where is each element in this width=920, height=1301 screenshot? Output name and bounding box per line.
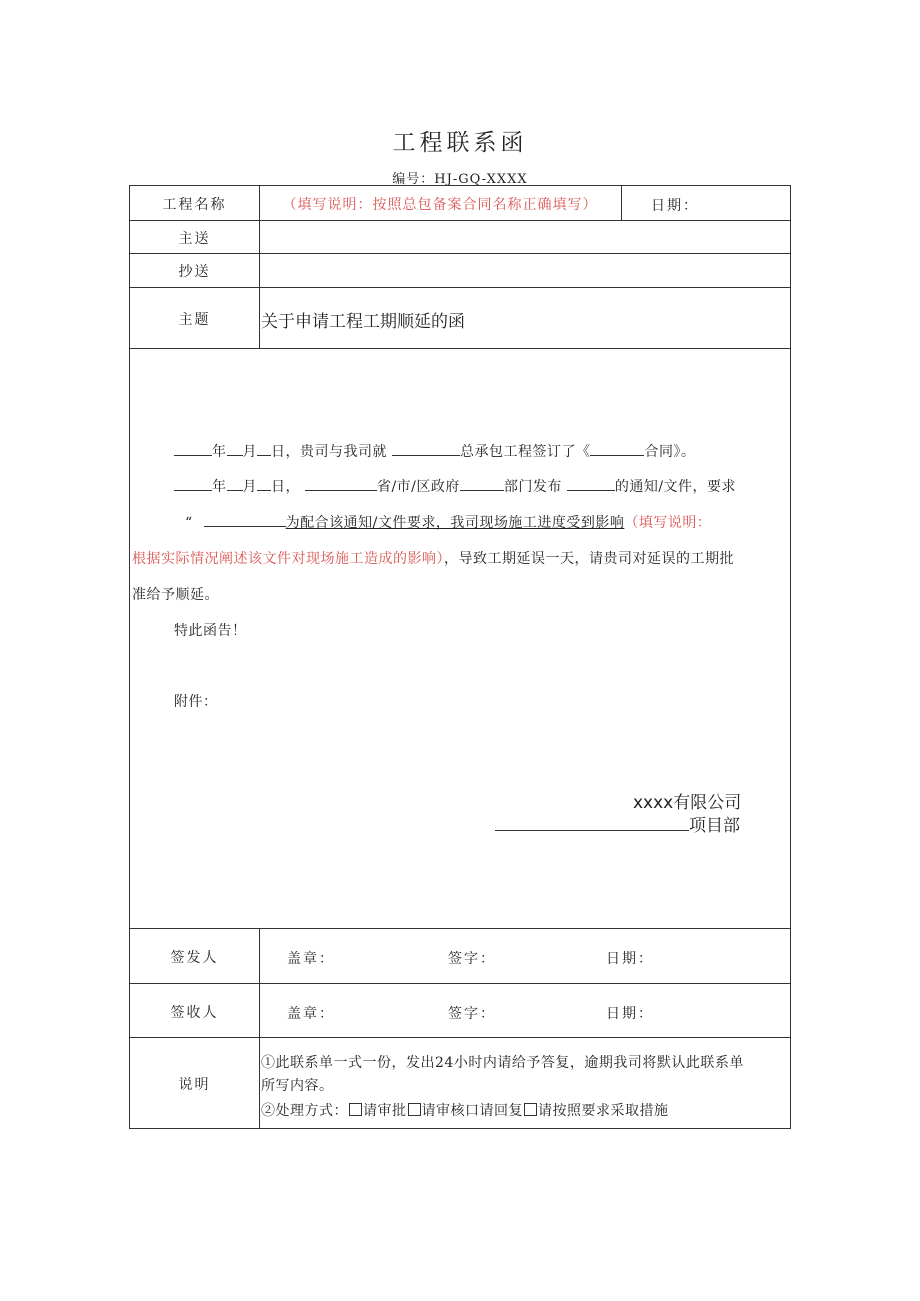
project-name-note[interactable]: （填写说明：按照总包备案合同名称正确填写） [282,197,598,213]
month-text: 月 [242,479,257,495]
receiver-date-label: 日期： [606,1006,654,1022]
issuer-sign-label: 签字： [448,951,496,967]
blank-month[interactable] [227,477,243,491]
project-dept-line [495,811,740,836]
column-divider [259,928,260,1128]
government-text: 省/市/区政府 [376,479,460,495]
notes-label: 说明 [178,1077,211,1093]
handling-method-label: ②处理方式： [261,1103,348,1119]
checkbox-approve[interactable] [349,1103,362,1116]
blank-day[interactable] [257,477,271,491]
checkbox-measures[interactable] [524,1103,537,1116]
blank-project[interactable] [392,442,460,456]
quote-mark: “ [185,515,193,531]
checkbox-review[interactable] [408,1103,421,1116]
day-text: 日， [271,479,300,495]
document-number: 编号：HJ-GQ-XXXX [392,172,528,187]
day-text: 日，贵司与我司就 [271,444,387,460]
fill-note-start: （填写说明： [624,515,712,531]
contact-letter-form [129,185,791,1129]
cc-label: 抄送 [178,264,211,280]
impact-text: 为配合该通知/文件要求，我司现场施工进度受到影响 [285,515,625,531]
blank-region[interactable] [305,477,377,491]
document-title: 工程联系函 [392,130,528,156]
body-line-3 [185,512,711,532]
option-approve: 请审批 [363,1103,407,1119]
receiver-label: 签收人 [170,1005,219,1021]
month-text: 月 [242,444,257,460]
department-text: 部门发布 [503,479,562,495]
attachment-label: 附件： [174,694,218,710]
blank-project-dept[interactable] [495,814,689,831]
project-dept-text: 项目部 [689,816,740,836]
option-review-reply: 请审核口请回复 [421,1103,523,1119]
notes-line-1: ①此联系单一式一份，发出24小时内请给予答复，逾期我司将默认此联系单 [261,1055,744,1071]
row-divider [130,928,790,929]
issuer-date-label: 日期： [606,951,654,967]
issuer-label: 签发人 [170,950,219,966]
cc-field[interactable] [260,254,790,287]
row-divider [130,287,790,288]
blank-year[interactable] [174,477,212,491]
contract-end-text: 合同》。 [644,444,696,460]
row-divider [130,983,790,984]
receiver-seal-label: 盖章： [287,1006,335,1022]
delay-text: ，导致工期延误一天，请贵司对延误的工期批 [444,551,734,567]
blank-month[interactable] [227,442,243,456]
row-divider [130,1037,790,1038]
blank-contract[interactable] [590,442,644,456]
body-line-5 [132,584,219,604]
main-recipient-field[interactable] [260,221,790,253]
company-name: xxxx有限公司 [633,793,742,813]
column-divider [621,186,622,220]
blank-year[interactable] [174,442,212,456]
fill-note-end: 根据实际情况阐述该文件对现场施工造成的影响） [132,551,444,567]
closing-text: 特此函告！ [174,623,247,639]
year-text: 年 [212,444,227,460]
notes-line-2: 所写内容。 [261,1078,334,1094]
subject-label: 主题 [178,312,211,328]
option-measures: 请按照要求采取措施 [538,1103,669,1119]
issuer-seal-label: 盖章： [287,951,335,967]
notice-text: 的通知/文件，要求 [614,479,737,495]
blank-day[interactable] [257,442,271,456]
extension-text: 准给予顺延。 [132,587,219,603]
row-divider [130,348,790,349]
contract-intro-text: 总承包工程签订了《 [459,444,591,460]
body-line-2 [174,476,736,496]
main-recipient-label: 主送 [178,231,211,247]
body-line-1 [174,441,695,461]
year-text: 年 [212,479,227,495]
blank-requirement[interactable] [204,513,286,527]
receiver-sign-label: 签字： [448,1006,496,1022]
notes-line-3 [261,1100,669,1120]
blank-department[interactable] [460,477,504,491]
project-name-label: 工程名称 [162,197,227,213]
subject-value[interactable]: 关于申请工程工期顺延的函 [261,312,465,332]
date-label: 日期： [651,198,699,214]
body-line-4 [132,548,734,568]
blank-notice[interactable] [567,477,615,491]
